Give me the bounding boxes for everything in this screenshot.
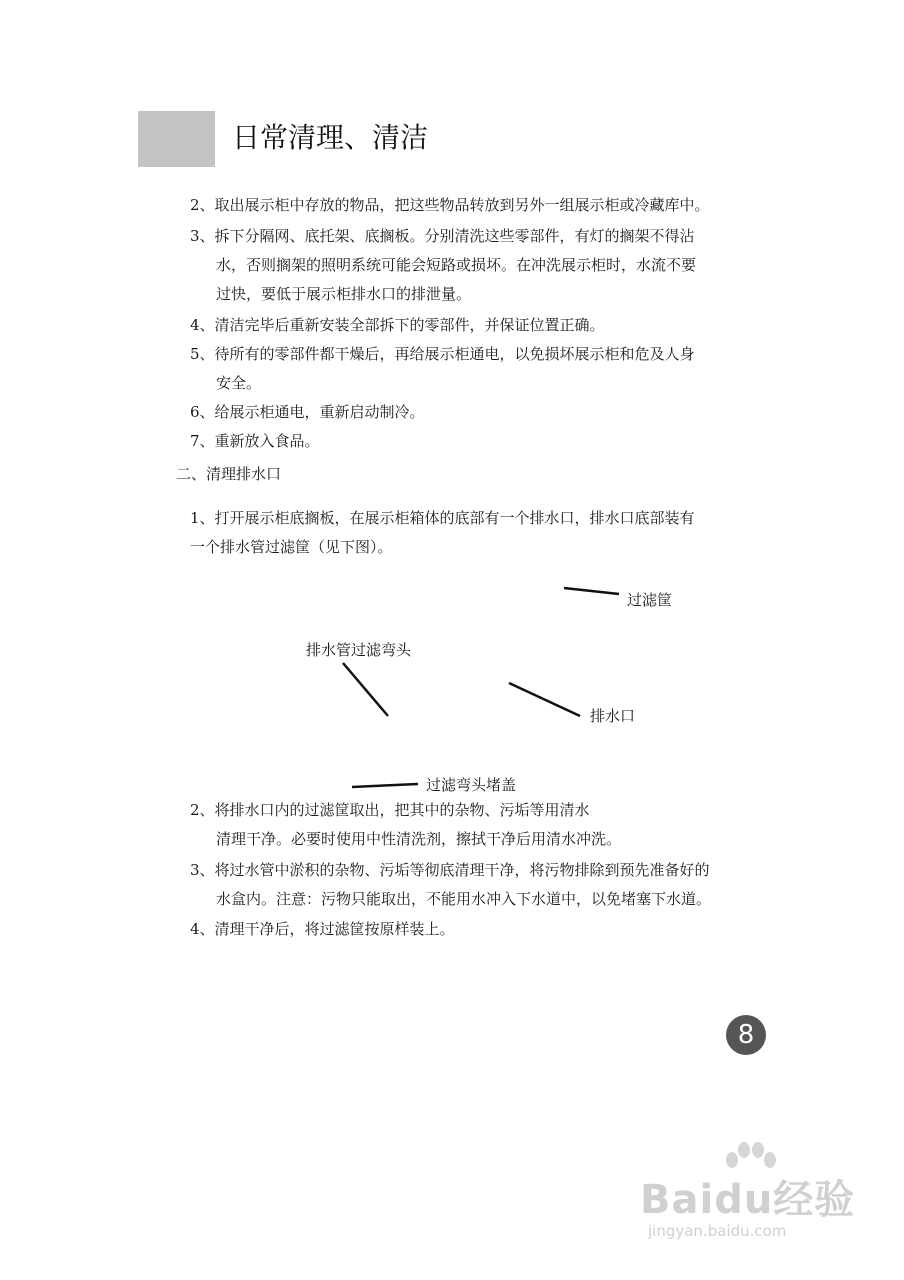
baidu-watermark — [640, 1140, 870, 1240]
step-3-line-2: 水，否则搁架的照明系统可能会短路或损坏。在冲洗展示柜时，水流不要 — [216, 256, 697, 274]
label-elbow-filter: 排水管过滤弯头 — [306, 641, 412, 659]
drain-step-3-line-1: 3、将过水管中淤积的杂物、污垢等彻底清理干净，将污物排除到预先准备好的 — [190, 861, 710, 879]
leader-elbow-filter — [343, 663, 388, 716]
step-2-line-1: 2、取出展示柜中存放的物品，把这些物品转放到另外一组展示柜或冷藏库中。 — [190, 196, 710, 214]
watermark-url: jingyan.baidu.com — [648, 1222, 787, 1240]
step-5-line-1: 5、待所有的零部件都干燥后，再给展示柜通电，以免损坏展示柜和危及人身 — [190, 345, 695, 363]
label-filter-basket: 过滤筐 — [627, 591, 673, 609]
drain-step-3-paragraph — [190, 856, 711, 914]
step-6-line-1: 6、给展示柜通电，重新启动制冷。 — [190, 403, 425, 421]
step-3-line-3: 过快，要低于展示柜排水口的排泄量。 — [216, 285, 472, 303]
drain-intro-line-1: 1、打开展示柜底搁板，在展示柜箱体的底部有一个排水口，排水口底部装有 — [190, 509, 695, 527]
label-drain-outlet: 排水口 — [590, 707, 636, 725]
step-5-line-2: 安全。 — [216, 374, 262, 392]
drain-step-3-line-2: 水盒内。注意：污物只能取出，不能用水冲入下水道中，以免堵塞下水道。 — [216, 890, 712, 908]
watermark-logo: Baidu经验 — [640, 1177, 856, 1223]
drain-step-4-line-1: 4、清理干净后，将过滤筐按原样装上。 — [190, 920, 455, 938]
page-number-badge: 8 — [726, 1015, 766, 1055]
drain-step-2-line-2: 清理干净。必要时使用中性清洗剂，擦拭干净后用清水冲洗。 — [216, 830, 622, 848]
step-3-line-1: 3、拆下分隔网、底托架、底搁板。分别清洗这些零部件，有灯的搁架不得沾 — [190, 227, 695, 245]
step-7-line-1: 7、重新放入食品。 — [190, 432, 320, 450]
page-title: 日常清理、清洁 — [232, 121, 429, 154]
section-heading-drain: 二、清理排水口 — [176, 465, 282, 483]
drain-step-4-paragraph — [190, 915, 455, 944]
leader-filter-basket — [564, 588, 619, 594]
drain-step-2-paragraph — [190, 796, 621, 854]
leader-drain-outlet — [509, 683, 580, 716]
step-4-line-1: 4、清洁完毕后重新安装全部拆下的零部件，并保证位置正确。 — [190, 316, 605, 334]
drain-intro-line-2: 一个排水管过滤筐（见下图）。 — [190, 538, 393, 556]
label-elbow-cap: 过滤弯头堵盖 — [426, 776, 517, 794]
leader-elbow-cap — [352, 784, 418, 787]
drain-step-2-line-1: 2、将排水口内的过滤筐取出，把其中的杂物、污垢等用清水 — [190, 801, 590, 819]
